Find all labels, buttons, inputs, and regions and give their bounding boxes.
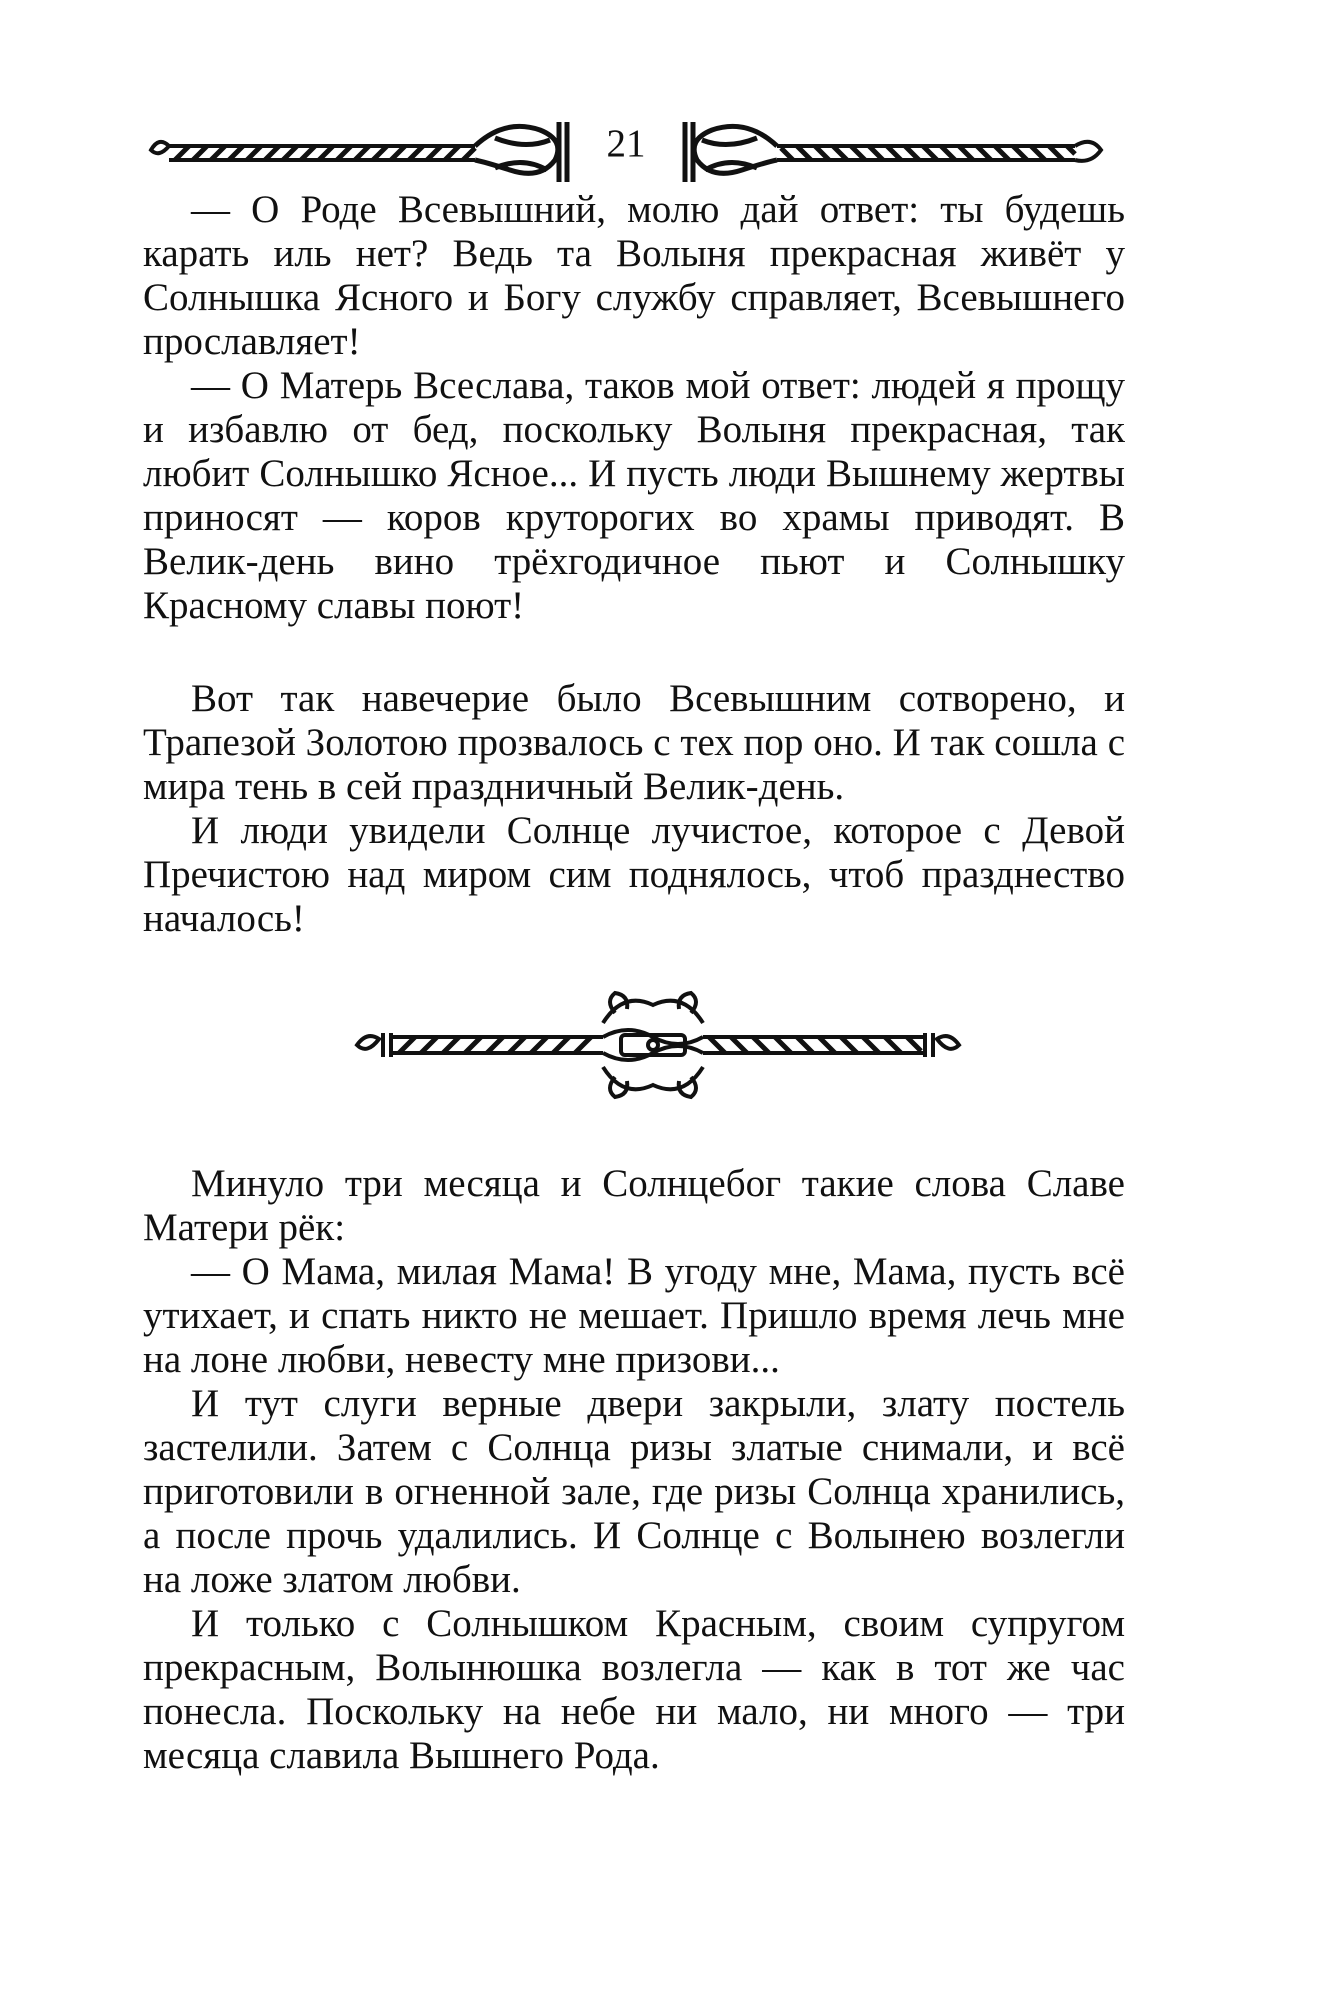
paragraph-servants: И тут слуги верные двери закрыли, злату постель застелили. Затем с Солнца ризы златые снимали, и всё приготовили в огненной зале, где ризы Солнца хранились, а после прочь удалились. И Солнце с Волынею возлегли на ложе златом любви. xyxy=(143,1382,1125,1601)
section-divider xyxy=(353,983,963,1103)
paragraph-three-months: Минуло три месяца и Солнцебог такие слова Славе Матери рёк: xyxy=(143,1162,1125,1249)
paragraph-mama-plea: — О Мама, милая Мама! В угоду мне, Мама, пусть всё утихает, и спать никто не мешает. Пришло время лечь мне на лоне любви, невесту мне призови... xyxy=(143,1250,1125,1381)
page-number: 21 xyxy=(606,122,646,165)
paragraph-rod-prayer: — О Роде Всевышний, молю дай ответ: ты будешь карать иль нет? Ведь та Волыня прекрасная живёт у Солнышка Ясного и Богу службу справляет, Всевышнего прославляет! xyxy=(143,188,1125,363)
paragraph-sun-rising: И люди увидели Солнце лучистое, которое с Девой Пречистою над миром сим поднялось, чтоб празднество началось! xyxy=(143,809,1125,940)
section-three-text xyxy=(143,1162,1125,1778)
section-two-text xyxy=(143,677,1125,941)
cross-knot-divider-icon xyxy=(353,983,963,1103)
section-one-text xyxy=(143,188,1125,628)
paragraph-volynyushka: И только с Солнышком Красным, своим супругом прекрасным, Волынюшка возлегла — как в тот же час понесла. Поскольку на небе ни мало, ни много — три месяца славила Вышнего Рода. xyxy=(143,1602,1125,1777)
paragraph-navecherie: Вот так навечерие было Всевышним сотворено, и Трапезой Золотою прозвалось с тех пор оно. И так сошла с мира тень в сей праздничный Велик-день. xyxy=(143,677,1125,808)
paragraph-matera-answer: — О Матерь Всеслава, таков мой ответ: людей я прощу и избавлю от бед, поскольку Волыня прекрасная, так любит Солнышко Ясное... И пусть люди Вышнему жертвы приносят — коров круторогих во храмы приводят. В Велик-день вино трёхгодичное пьют и Солнышку Красному славы поют! xyxy=(143,364,1125,627)
page-header xyxy=(145,100,1107,192)
